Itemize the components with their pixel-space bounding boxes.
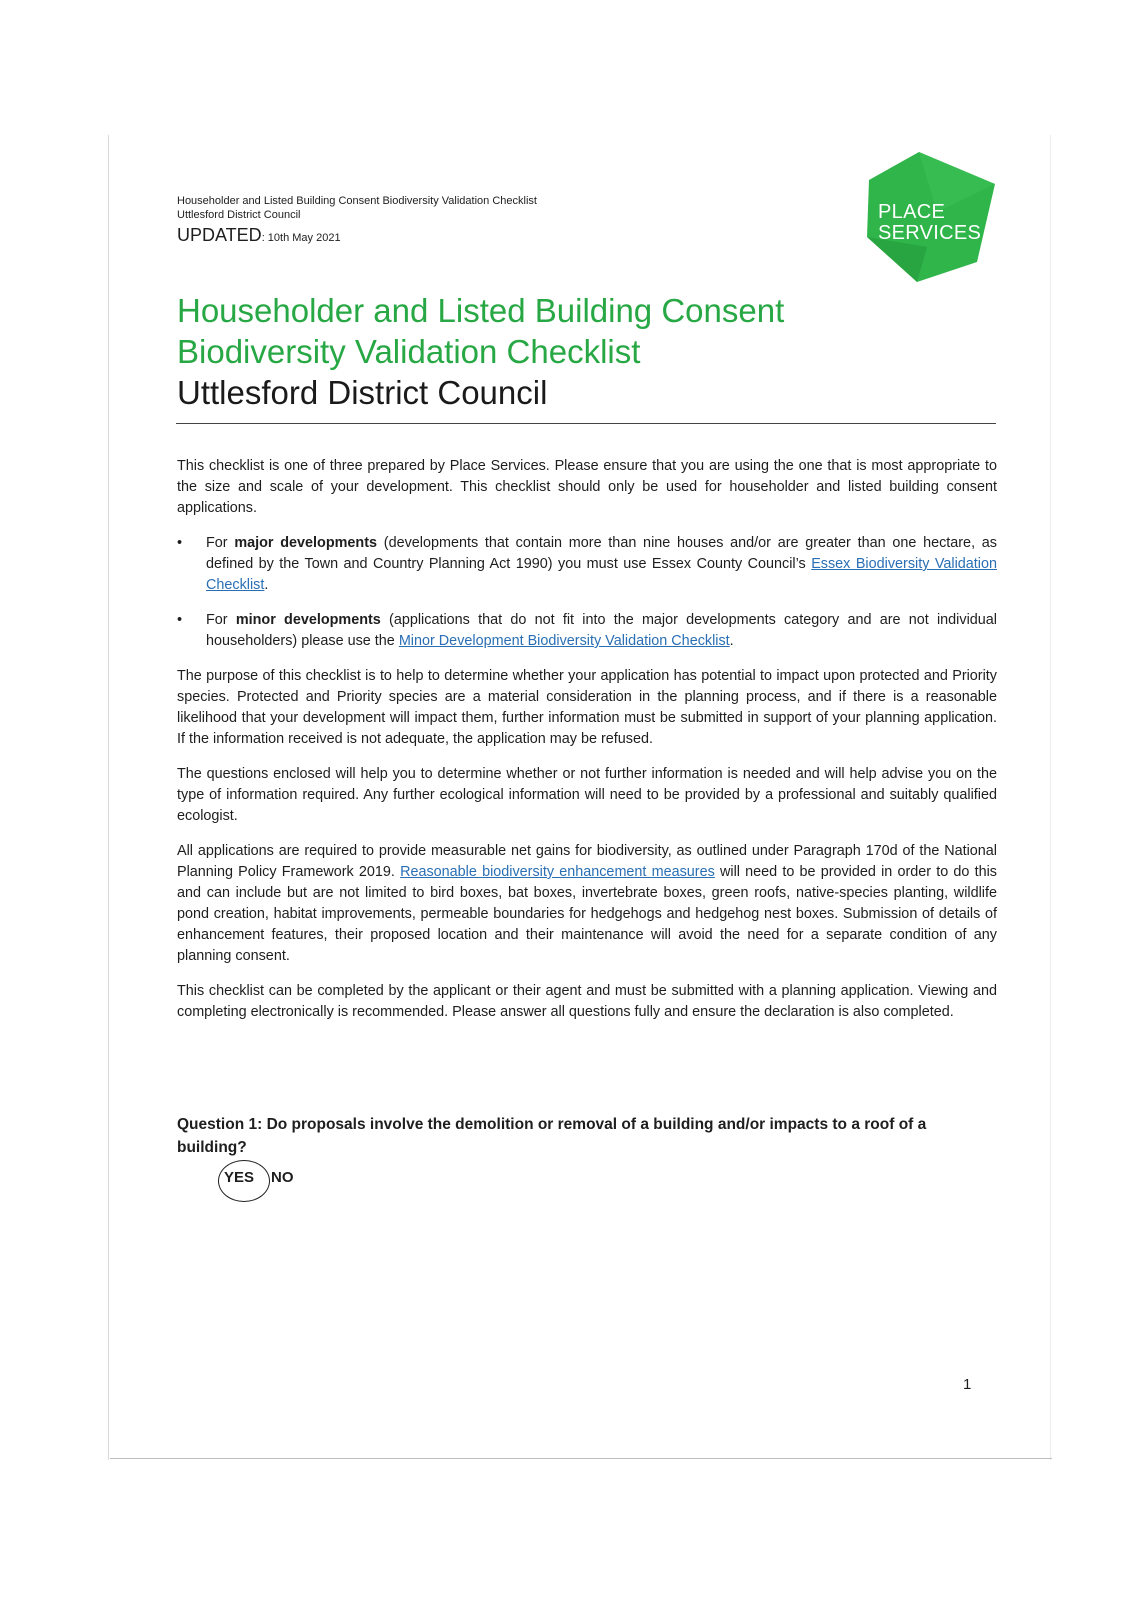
answer-no-option[interactable]: NO: [271, 1169, 294, 1186]
net-gain-paragraph: [177, 841, 997, 967]
enhancement-measures-link[interactable]: Reasonable biodiversity enhancement measures: [400, 864, 715, 880]
answer-yes-option[interactable]: YES: [224, 1169, 255, 1186]
list-item-minor: [177, 610, 997, 652]
logo-line-1: PLACE: [878, 201, 946, 223]
place-services-logo: [867, 152, 1009, 284]
title-line-1: Householder and Listed Building Consent: [177, 292, 785, 329]
question-1-answer: [218, 1160, 338, 1204]
header-line-2: Uttlesford District Council: [177, 209, 301, 221]
bullet-major-bold: major developments: [234, 535, 378, 551]
page-number: 1: [963, 1376, 972, 1393]
bullet-icon: •: [177, 535, 183, 551]
net-gain-pre: All applications are required to provide measurable net gains for biodiversity, as outlined under Paragraph 170d of the National Planning Policy Framework 2019.: [177, 843, 997, 880]
title-divider: [176, 423, 996, 424]
development-type-list: [177, 533, 997, 652]
bullet-minor-text: (applications that do not fit into the major developments category and are not individual householders) please use the: [206, 612, 997, 649]
bullet-major-pre: For: [206, 535, 235, 551]
document-title: [177, 290, 784, 413]
logo-line-2: SERVICES: [878, 222, 982, 244]
page-edge-left: [108, 135, 109, 1460]
questions-paragraph: The questions enclosed will help you to determine whether or not further information is needed and will help advise you on the type of information required. Any further ecological information will need to be provided by a professional and suitably qualified ecologist.: [177, 766, 997, 824]
bullet-icon: •: [177, 612, 183, 628]
intro-paragraph: This checklist is one of three prepared by Place Services. Please ensure that you are using the one that is most appropriate to the size and scale of your development. This checklist should only be used for householder and listed building consent applications.: [177, 458, 997, 516]
list-item-major: [177, 533, 997, 596]
bullet-minor-pre: For: [206, 612, 236, 628]
essex-checklist-link[interactable]: Essex Biodiversity Validation Checklist: [206, 556, 997, 593]
minor-checklist-link[interactable]: Minor Development Biodiversity Validation Checklist: [398, 633, 730, 649]
bullet-major-post: .: [264, 577, 269, 593]
page-edge-right: [1050, 135, 1051, 1460]
question-1: Question 1: Do proposals involve the demolition or removal of a building and/or impacts to a roof of a building?: [177, 1116, 927, 1156]
purpose-paragraph: The purpose of this checklist is to help to determine whether your application has potential to impact upon protected and Priority species. Protected and Priority species are a material consideration in the planning process, and if there is a reasonable likelihood that your development will impact them, further information must be submitted in support of your planning application. If the information received is not adequate, the application may be refused.: [177, 668, 997, 747]
updated-line: [177, 224, 537, 249]
bullet-minor-post: .: [729, 633, 734, 649]
page-edge-bottom: [110, 1458, 1052, 1459]
logo-text: [878, 202, 981, 244]
title-line-3: Uttlesford District Council: [177, 374, 548, 411]
bullet-major-text: (developments that contain more than nine houses and/or are greater than one hectare, as defined by the Town and Country Planning Act 1990) you must use Essex County Council’s: [206, 535, 997, 572]
net-gain-post: will need to be provided in order to do this and can include but are not limited to bird boxes, bat boxes, invertebrate boxes, green roofs, native-species planting, wildlife pond creation, habitat improvements, permeable boundaries for hedgehogs and hedgehog nest boxes. Submission of details of enhancement features, their proposed location and their maintenance will avoid the need for a separate condition of any planning consent.: [177, 864, 997, 964]
updated-label: UPDATED: [177, 225, 262, 245]
header-line-1: Householder and Listed Building Consent Biodiversity Validation Checklist: [177, 195, 537, 207]
document-header: [177, 194, 537, 249]
title-line-2: Biodiversity Validation Checklist: [177, 333, 641, 370]
document-body: [177, 456, 997, 1037]
updated-date: : 10th May 2021: [261, 232, 341, 244]
bullet-minor-bold: minor developments: [235, 612, 381, 628]
completion-paragraph: This checklist can be completed by the applicant or their agent and must be submitted with a planning application. Viewing and completing electronically is recommended. Please answer all questions fully and ensure the declaration is also completed.: [177, 983, 997, 1020]
